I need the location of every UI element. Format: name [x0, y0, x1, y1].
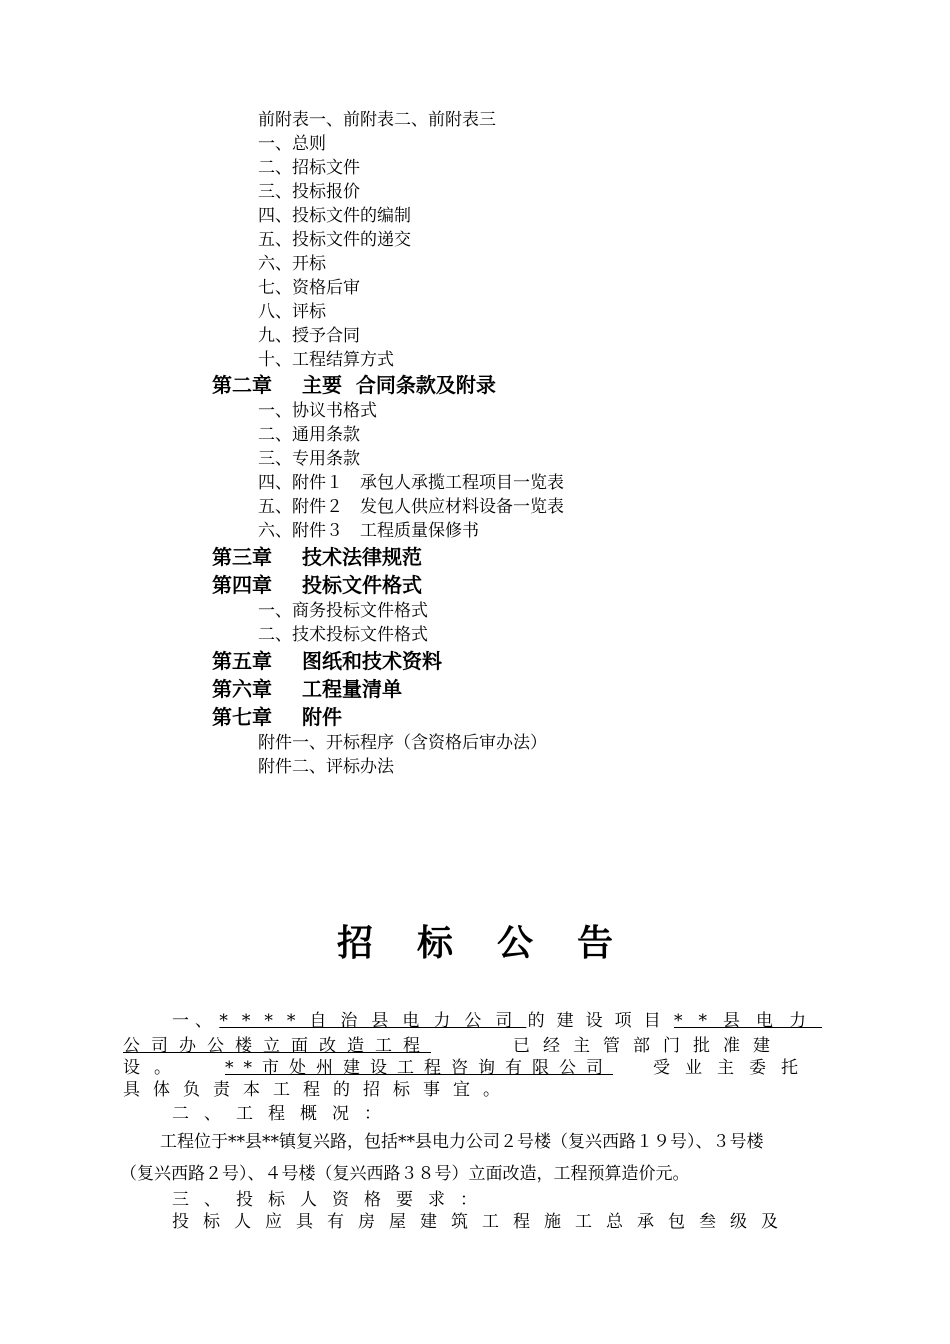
- chapter-number: 第三章: [212, 545, 272, 569]
- toc-item: 二、招标文件: [258, 158, 360, 178]
- section-heading-3: 三、投标人资格要求：: [172, 1190, 492, 1210]
- chapter-number: 第五章: [212, 649, 272, 673]
- toc-item: 附件一、开标程序（含资格后审办法）: [258, 733, 547, 753]
- toc-item: 五、附件２ 发包人供应材料设备一览表: [258, 497, 564, 517]
- chapter-heading-5: [212, 647, 442, 675]
- chapter-heading-6: [212, 675, 402, 703]
- chapter-number: 第六章: [212, 677, 272, 701]
- chapter-title: 图纸和技术资料: [302, 649, 442, 673]
- toc-item: 二、技术投标文件格式: [258, 625, 428, 645]
- notice-p3-line1: 投标人应具有房屋建筑工程施工总承包叁级及: [172, 1212, 792, 1232]
- chapter-heading-7: [212, 703, 342, 731]
- chapter-title: 附件: [302, 705, 342, 729]
- toc-item: 四、投标文件的编制: [258, 206, 411, 226]
- toc-item: 六、附件３ 工程质量保修书: [258, 521, 479, 541]
- chapter-heading-2: [212, 371, 496, 399]
- chapter-title: 技术法律规范: [302, 545, 422, 569]
- chapter-title: 工程量清单: [302, 677, 402, 701]
- notice-p1-line4: 具体负责本工程的招标事宜。: [123, 1080, 513, 1100]
- notice-p1-line1: [172, 1010, 822, 1032]
- chapter-number: 第七章: [212, 705, 272, 729]
- project-name-part1: **县电力: [673, 1011, 822, 1031]
- chapter-heading-4: [212, 571, 422, 599]
- chapter-number: 第二章: [212, 373, 272, 397]
- toc-item: 一、商务投标文件格式: [258, 601, 428, 621]
- toc-item: 四、附件１ 承包人承揽工程项目一览表: [258, 473, 564, 493]
- notice-title: 招标公告: [336, 923, 657, 964]
- toc-item: 十、工程结算方式: [258, 350, 394, 370]
- notice-p2-line2: （复兴西路２号）、４号楼（复兴西路３８号）立面改造，工程预算造价元。: [120, 1164, 690, 1184]
- toc-item: 七、资格后审: [258, 278, 360, 298]
- toc-item: 前附表一、前附表二、前附表三: [258, 110, 496, 130]
- text-segment: 一、: [172, 1011, 218, 1031]
- chapter-heading-3: [212, 543, 422, 571]
- text-segment: 受业主委托: [653, 1058, 813, 1078]
- agency-name: **市处州建设工程咨询有限公司: [225, 1058, 613, 1078]
- toc-item: 三、专用条款: [258, 449, 360, 469]
- toc-item: 附件二、评标办法: [258, 757, 394, 777]
- notice-p2-line1: 工程位于**县**镇复兴路，包括**县电力公司２号楼（复兴西路１９号）、３号楼: [160, 1132, 764, 1152]
- toc-item: 二、通用条款: [258, 425, 360, 445]
- toc-item: 一、协议书格式: [258, 401, 377, 421]
- project-name-part2: 公司办公楼立面改造工程: [123, 1036, 431, 1056]
- chapter-title: 投标文件格式: [302, 573, 422, 597]
- text-segment: 已经主管部门批准建: [513, 1036, 783, 1056]
- chapter-title: 主要 合同条款及附录: [302, 373, 496, 397]
- notice-p1-line2: [123, 1035, 783, 1057]
- text-segment: 设。: [123, 1058, 185, 1078]
- toc-item: 九、授予合同: [258, 326, 360, 346]
- toc-item: 三、投标报价: [258, 182, 360, 202]
- section-heading-2: 二、工程概况：: [172, 1104, 396, 1124]
- notice-p1-line3: [123, 1057, 813, 1079]
- chapter-number: 第四章: [212, 573, 272, 597]
- text-segment: 的建设项目: [527, 1011, 673, 1031]
- toc-item: 八、评标: [258, 302, 326, 322]
- toc-item: 五、投标文件的递交: [258, 230, 411, 250]
- company-name: ****自治县电力公司: [219, 1011, 527, 1031]
- toc-item: 一、总则: [258, 134, 326, 154]
- toc-item: 六、开标: [258, 254, 326, 274]
